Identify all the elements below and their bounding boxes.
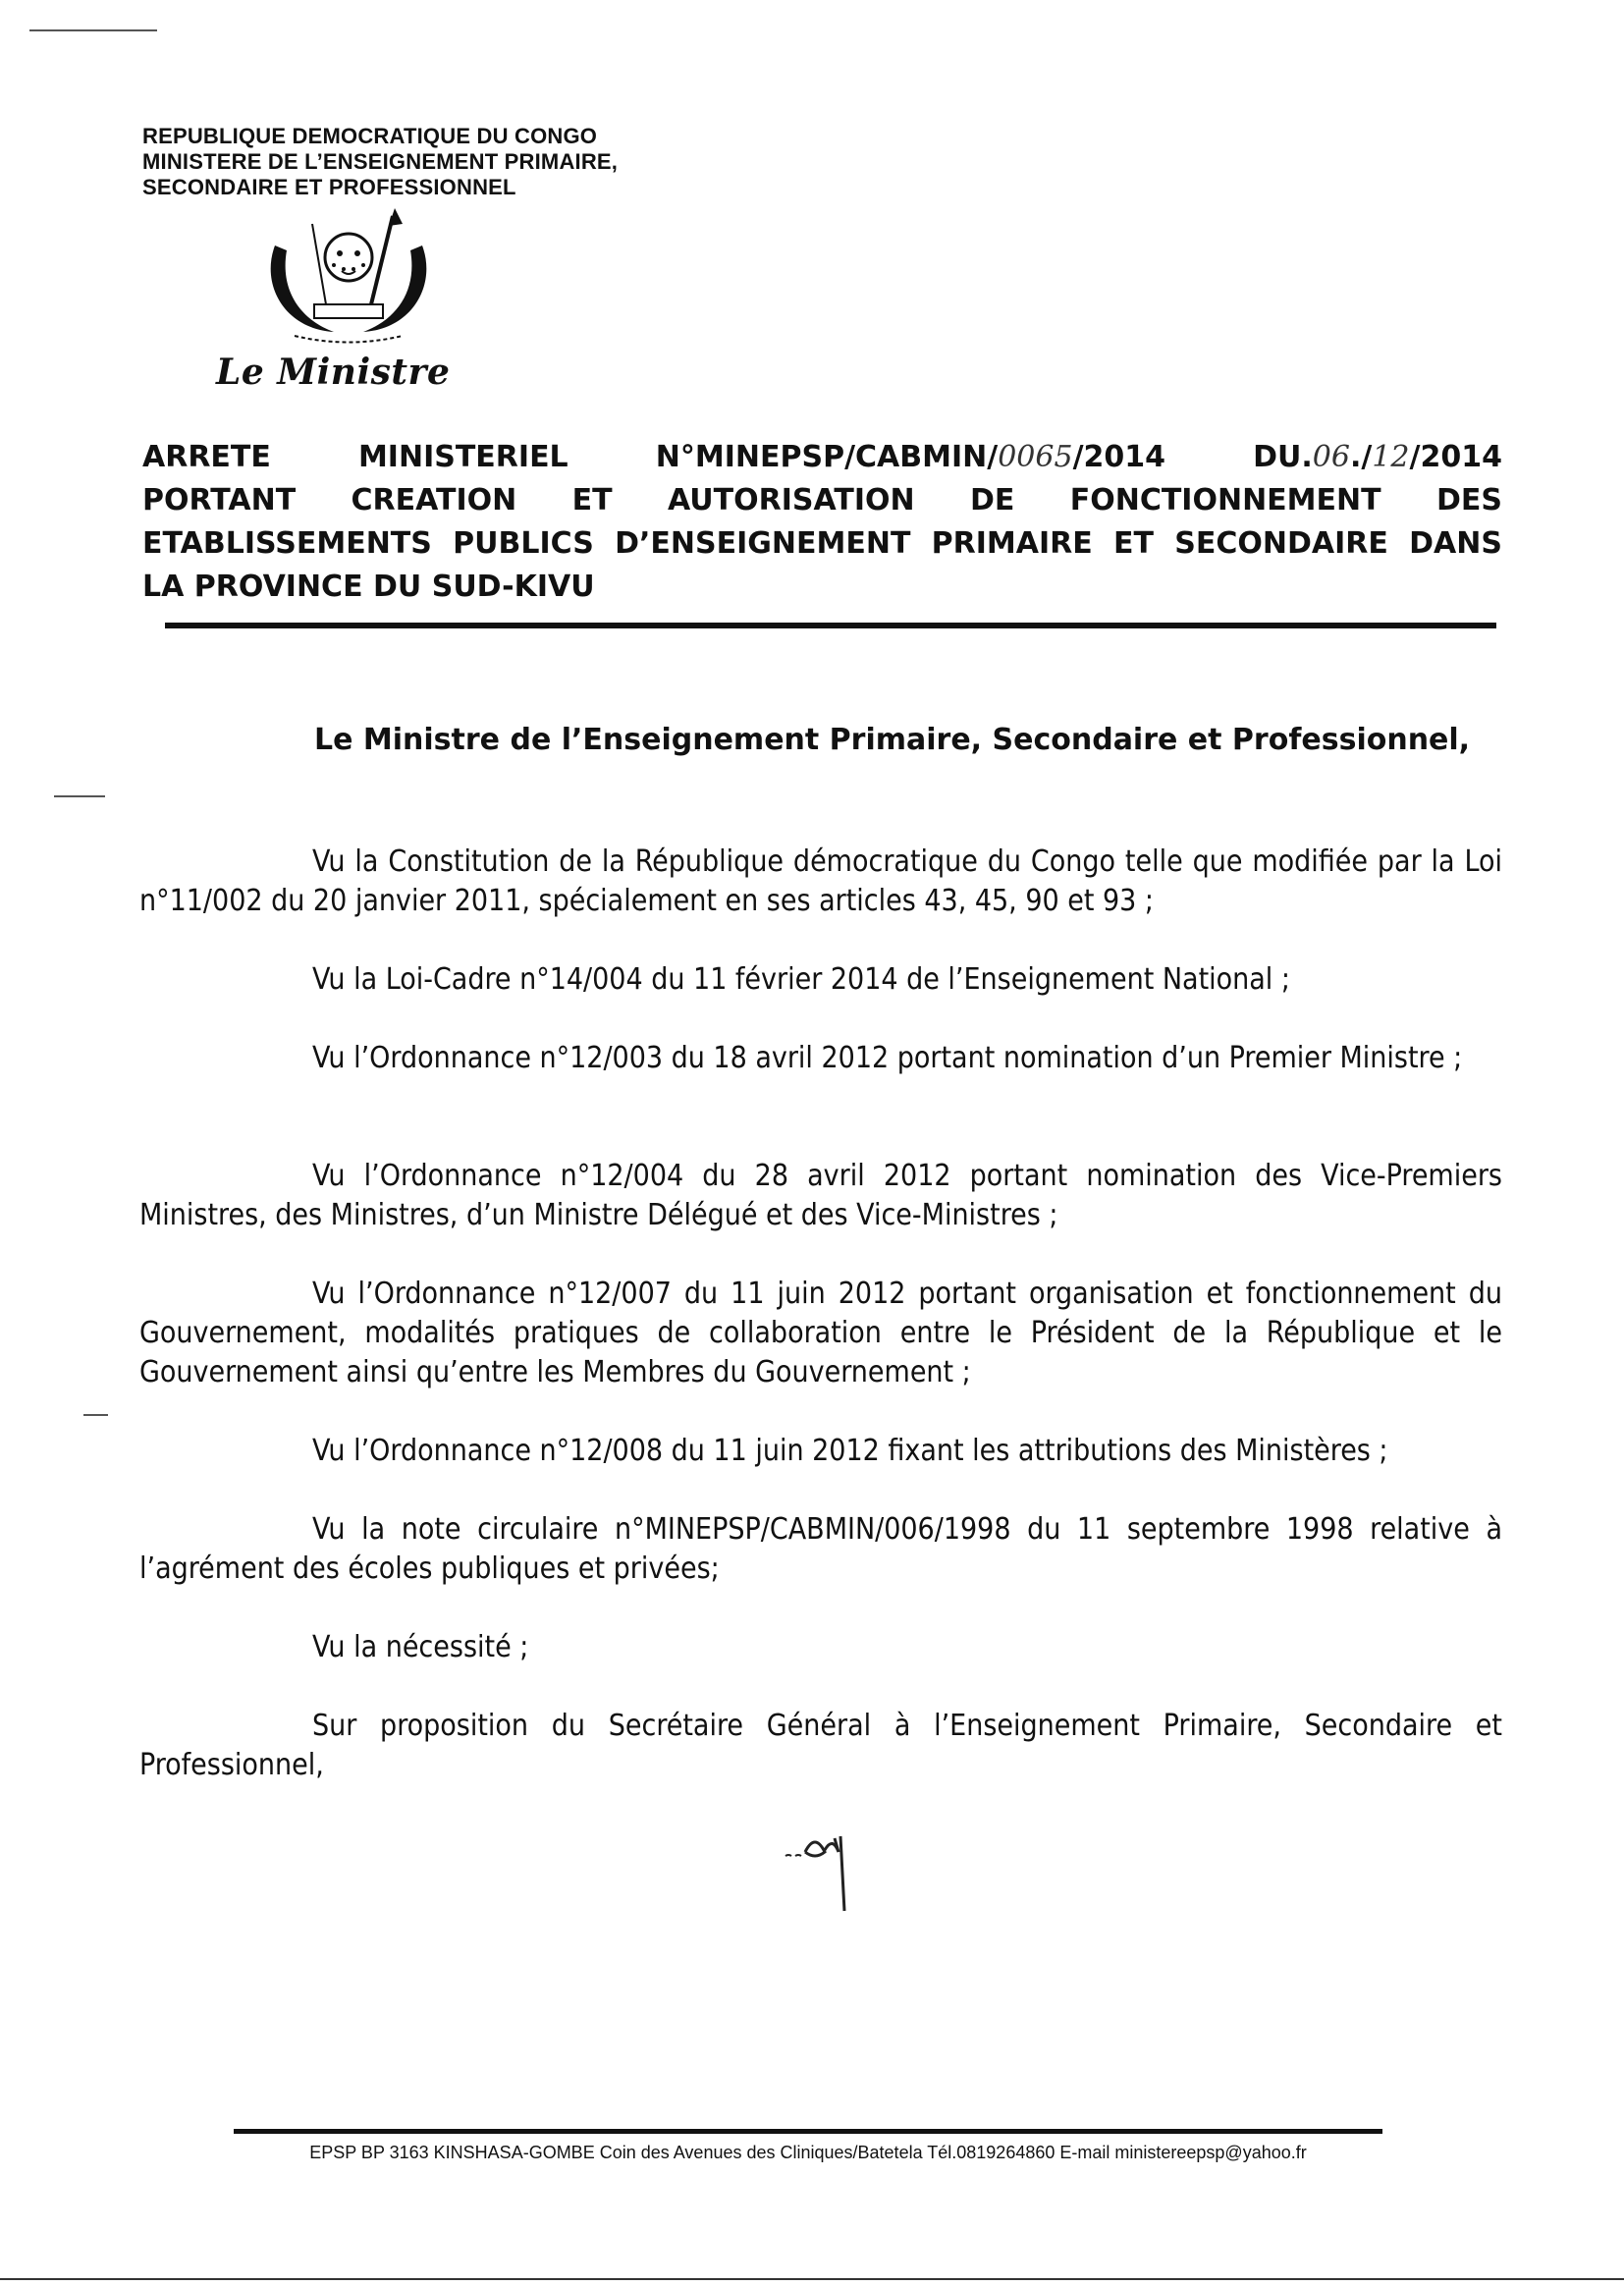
republic-name: REPUBLIQUE DEMOCRATIQUE DU CONGO [142,124,598,148]
date-year: /2014 [1409,440,1502,474]
preamble-proposition: Sur proposition du Secrétaire Général à l’Enseignement Primaire, Secondaire et Professionnel, [139,1709,1502,1782]
handwritten-day: 06 [1312,440,1350,474]
decree-number-prefix: N°MINEPSP/CABMIN/ [655,440,999,474]
preamble-loi-cadre: Vu la Loi-Cadre n°14/004 du 11 février 2014 de l’Enseignement National ; [312,962,1290,997]
page-edge-line [0,2278,1624,2280]
scan-mark [83,1414,108,1416]
preamble-constitution: Vu la Constitution de la République démocratique du Congo telle que modifiée par la Loi n°11/002 du 20 janvier 2011, spécialement en ses articles 43, 45, 90 et 93 ; [139,844,1502,918]
title-word: ARRETE [142,440,271,474]
date-prefix: DU. [1253,440,1313,474]
title-word: ET [571,483,613,517]
minister-signature: Le Ministre [216,352,451,393]
preamble-ordonnance-12-003: Vu l’Ordonnance n°12/003 du 18 avril 2012 portant nomination d’un Premier Ministre ; [312,1041,1463,1075]
footer-divider [234,2129,1382,2134]
handwritten-initials [776,1826,864,1925]
date-separator: . [1349,440,1362,474]
scan-mark [54,795,105,797]
scan-mark [29,29,157,31]
title-word: DE [969,483,1015,517]
title-word: PORTANT [142,483,297,517]
title-word: AUTORISATION [667,483,915,517]
decree-year: /2014 [1072,440,1166,474]
preamble-ordonnance-12-008: Vu l’Ordonnance n°12/008 du 11 juin 2012 fixant les attributions des Ministères ; [312,1434,1388,1468]
title-word: FONCTIONNEMENT [1069,483,1381,517]
decree-number [656,436,1165,479]
ministry-name: MINISTERE DE L’ENSEIGNEMENT PRIMAIRE, [142,149,619,174]
ministry-name-continued: SECONDAIRE ET PROFESSIONNEL [142,175,516,199]
title-word: CREATION [351,483,517,517]
preamble-ordonnance-12-007: Vu l’Ordonnance n°12/007 du 11 juin 2012 portant organisation et fonctionnement du Gouvernement, modalités pratiques de collaboration entre le Président de la République et le Gouvernement ainsi qu’entre les Membres du Gouvernement ; [139,1277,1502,1389]
decree-title-line-2 [142,479,1502,522]
preamble-note-circulaire: Vu la note circulaire n°MINEPSP/CABMIN/006/1998 du 11 septembre 1998 relative à l’agrément des écoles publiques et privées; [139,1512,1502,1586]
footer-contact: EPSP BP 3163 KINSHASA-GOMBE Coin des Avenues des Cliniques/Batetela Tél.0819264860 E-mail ministereepsp@yahoo.fr [309,2143,1307,2162]
handwritten-month: 12 [1372,440,1410,474]
preamble-necessite: Vu la nécessité ; [312,1630,529,1664]
preamble-ordonnance-12-004: Vu l’Ordonnance n°12/004 du 28 avril 2012 portant nomination des Vice-Premiers Ministres, des Ministres, d’un Ministre Délégué et des Vice-Ministres ; [139,1159,1502,1232]
title-word: DES [1435,483,1502,517]
handwritten-number: 0065 [998,440,1073,474]
title-word: MINISTERIEL [357,440,568,474]
minister-heading: Le Ministre de l’Enseignement Primaire, Secondaire et Professionnel, [314,723,1471,757]
decree-date: DU.06./12/2014 [1253,440,1502,474]
decree-title-line-1 [142,436,1502,479]
coat-of-arms-emblem [255,206,442,354]
title-divider [165,623,1496,628]
decree-title-line-3: ETABLISSEMENTS PUBLICS D’ENSEIGNEMENT PRIMAIRE ET SECONDAIRE DANS [142,526,1502,561]
decree-title-line-4: LA PROVINCE DU SUD-KIVU [142,570,595,604]
